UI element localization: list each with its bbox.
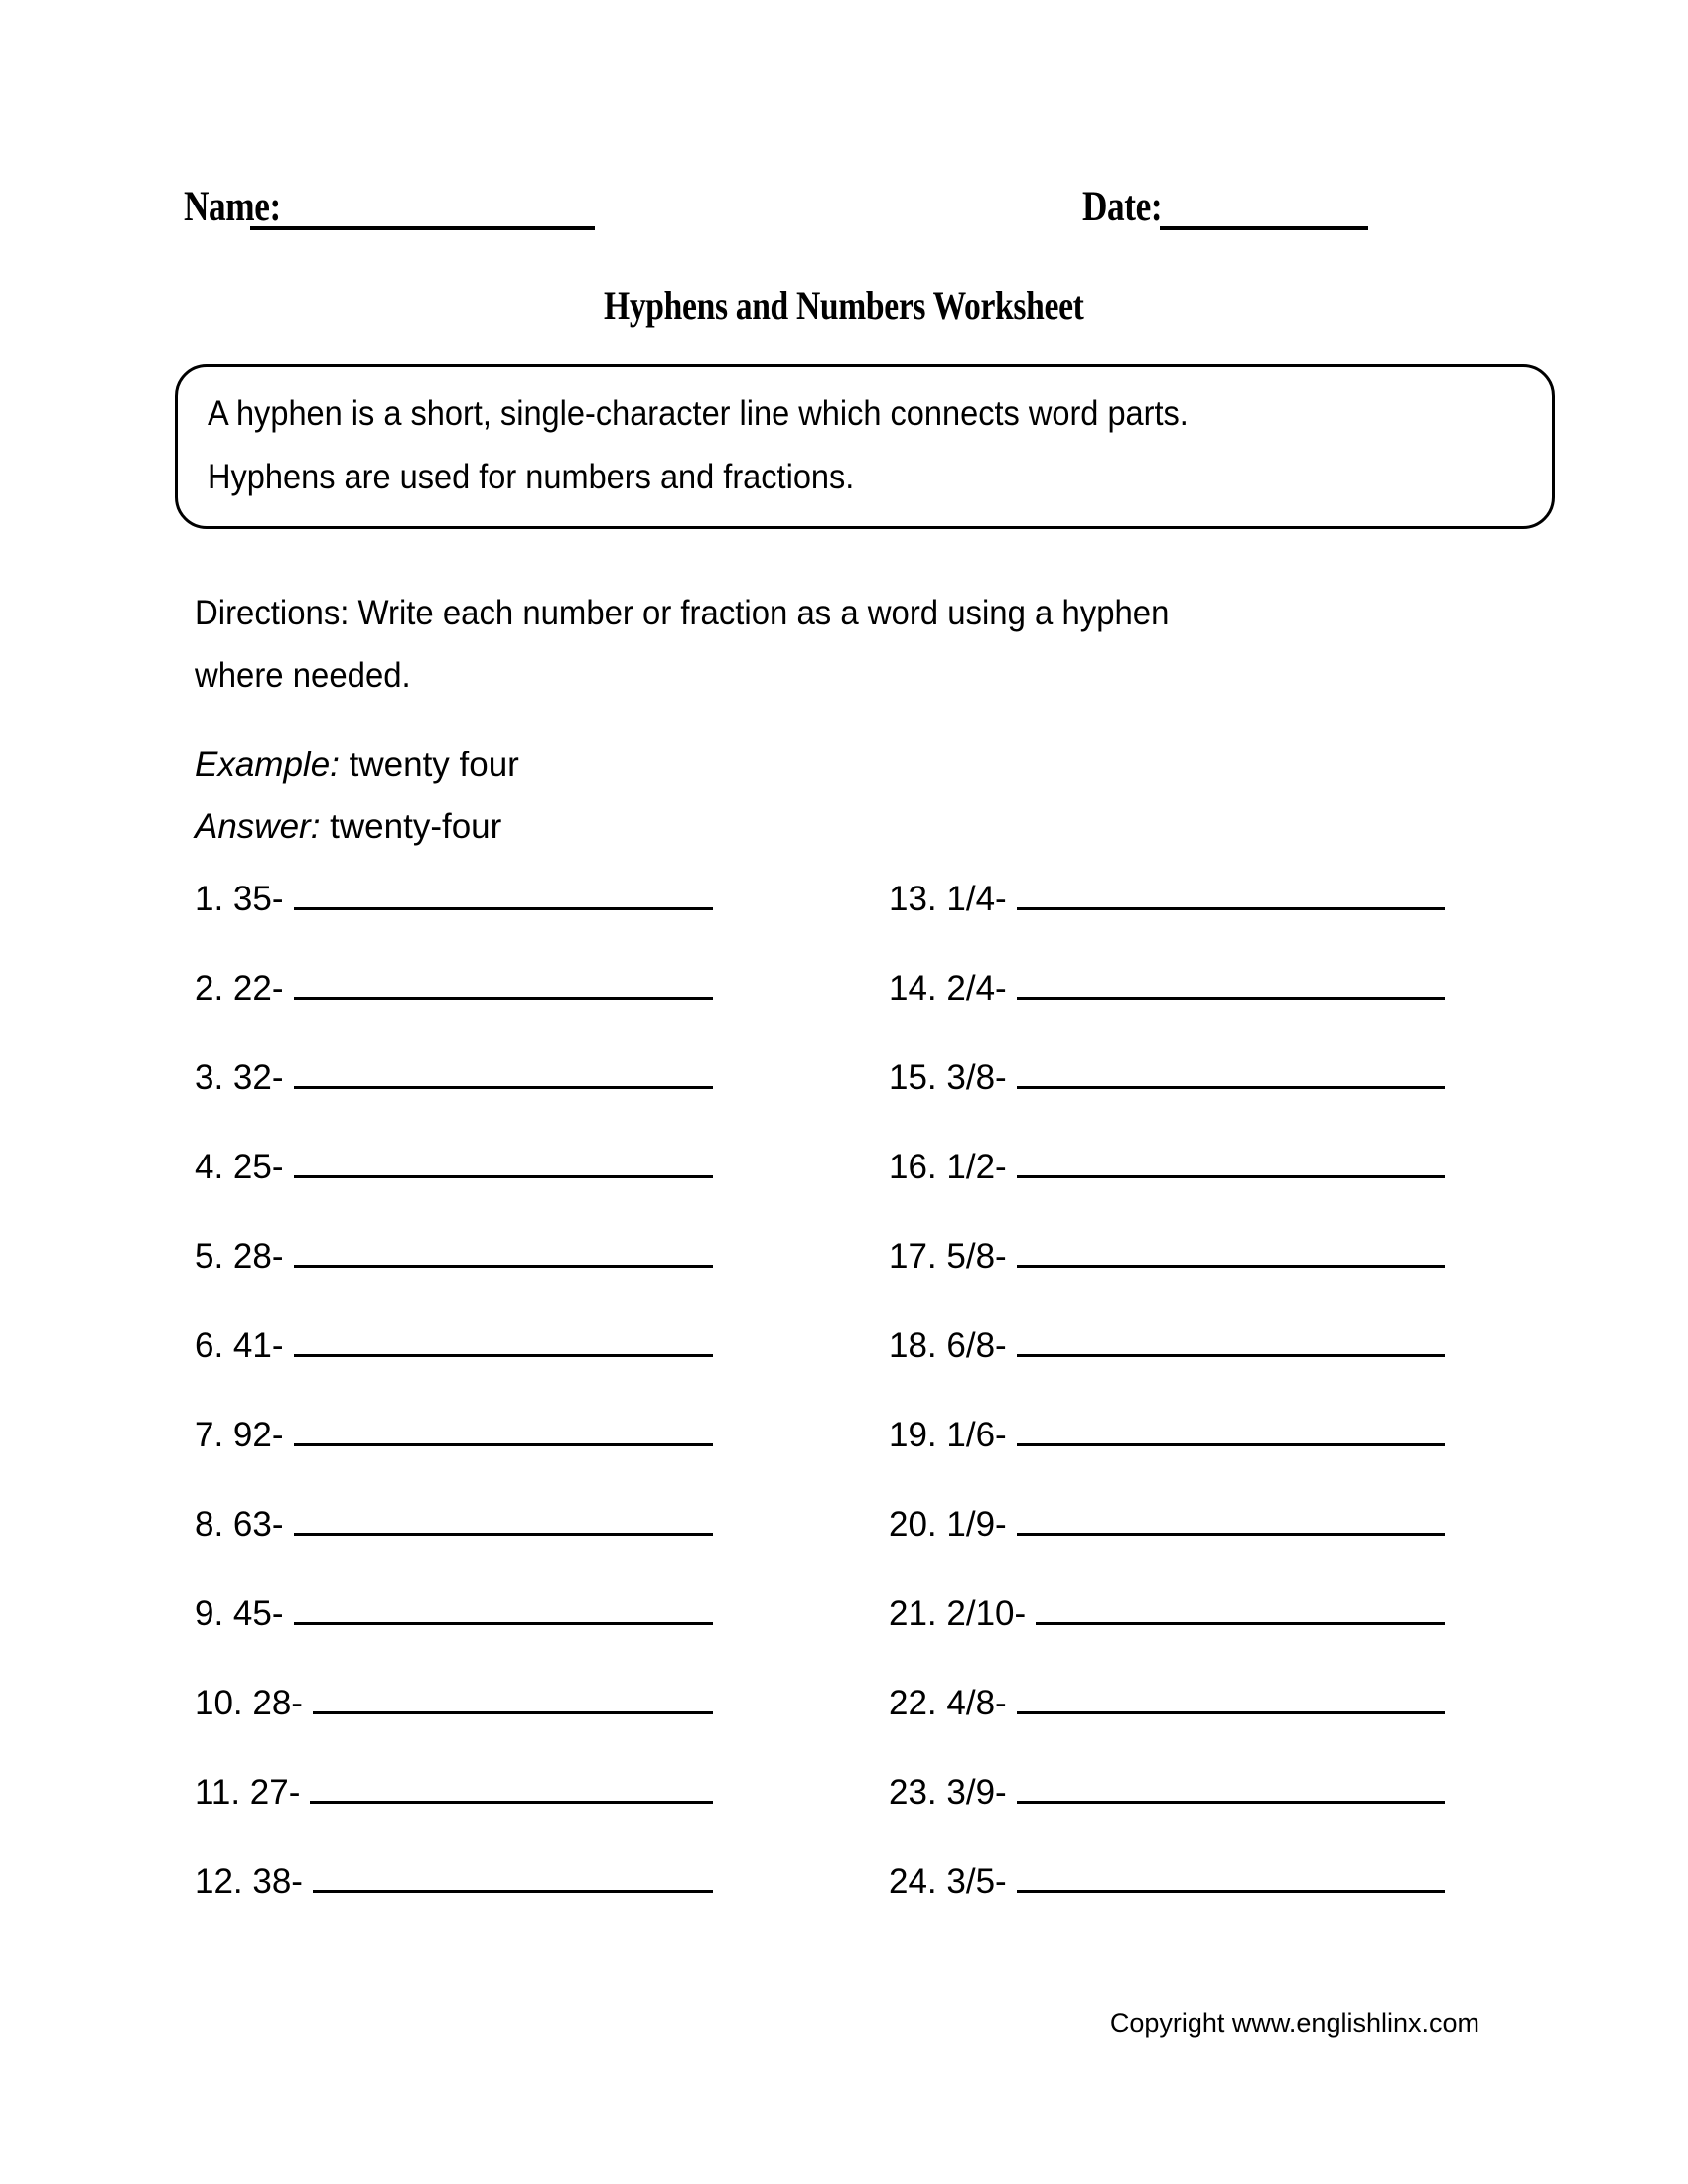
question-prompt: 5. 28- bbox=[195, 1237, 284, 1276]
question-column-left bbox=[195, 880, 721, 1952]
question-row bbox=[889, 969, 1445, 1058]
answer-blank-line[interactable] bbox=[1017, 1326, 1445, 1357]
question-row bbox=[195, 969, 721, 1058]
question-prompt: 6. 41- bbox=[195, 1326, 284, 1365]
answer-label: Answer: bbox=[195, 807, 321, 846]
answer-blank-line[interactable] bbox=[310, 1773, 713, 1804]
answer-blank-line[interactable] bbox=[1017, 1684, 1445, 1714]
question-row bbox=[889, 1773, 1445, 1862]
answer-blank-line[interactable] bbox=[1017, 1237, 1445, 1268]
example-row bbox=[195, 735, 519, 796]
question-prompt: 1. 35- bbox=[195, 880, 284, 918]
date-field-group bbox=[1082, 185, 1368, 230]
answer-blank-line[interactable] bbox=[1017, 1505, 1445, 1536]
question-prompt: 21. 2/10- bbox=[889, 1594, 1027, 1633]
question-row bbox=[195, 1862, 721, 1952]
answer-blank-line[interactable] bbox=[1017, 1862, 1445, 1893]
example-label: Example: bbox=[195, 746, 340, 784]
answer-blank-line[interactable] bbox=[294, 1326, 714, 1357]
answer-blank-line[interactable] bbox=[294, 1416, 714, 1446]
answer-blank-line[interactable] bbox=[1017, 1148, 1445, 1178]
name-field-group bbox=[184, 185, 595, 230]
answer-blank-line[interactable] bbox=[294, 1505, 714, 1536]
question-row bbox=[195, 1773, 721, 1862]
question-prompt: 9. 45- bbox=[195, 1594, 284, 1633]
question-prompt: 8. 63- bbox=[195, 1505, 284, 1544]
question-prompt: 22. 4/8- bbox=[889, 1684, 1007, 1722]
question-row bbox=[889, 1237, 1445, 1326]
question-column-right bbox=[889, 880, 1445, 1952]
answer-blank-line[interactable] bbox=[294, 1594, 714, 1625]
question-row bbox=[195, 1416, 721, 1505]
question-row bbox=[195, 880, 721, 969]
question-row bbox=[195, 1058, 721, 1148]
answer-blank-line[interactable] bbox=[1017, 1058, 1445, 1089]
question-prompt: 4. 25- bbox=[195, 1148, 284, 1186]
page-title bbox=[0, 284, 1688, 328]
copyright-footer: Copyright www.englishlinx.com bbox=[1109, 2008, 1479, 2038]
question-row bbox=[195, 1505, 721, 1594]
answer-blank-line[interactable] bbox=[313, 1862, 713, 1893]
name-blank-line[interactable] bbox=[250, 191, 595, 230]
question-prompt: 12. 38- bbox=[195, 1862, 303, 1901]
answer-blank-line[interactable] bbox=[294, 1058, 714, 1089]
question-prompt: 19. 1/6- bbox=[889, 1416, 1007, 1454]
question-prompt: 7. 92- bbox=[195, 1416, 284, 1454]
answer-blank-line[interactable] bbox=[1017, 1773, 1445, 1804]
definition-line-1: A hyphen is a short, single-character line which connects word parts. bbox=[208, 394, 1189, 433]
example-value: twenty four bbox=[349, 746, 519, 784]
question-prompt: 2. 22- bbox=[195, 969, 284, 1008]
question-row bbox=[195, 1594, 721, 1684]
answer-blank-line[interactable] bbox=[1017, 880, 1445, 910]
page-title-text: Hyphens and Numbers Worksheet bbox=[604, 283, 1084, 328]
question-row bbox=[889, 1684, 1445, 1773]
directions-line-1: Directions: Write each number or fraction as a word using a hyphen bbox=[195, 594, 1170, 632]
question-row bbox=[195, 1237, 721, 1326]
name-label: Name: bbox=[184, 184, 281, 230]
question-prompt: 17. 5/8- bbox=[889, 1237, 1007, 1276]
answer-blank-line[interactable] bbox=[313, 1684, 713, 1714]
answer-row bbox=[195, 796, 519, 858]
question-prompt: 20. 1/9- bbox=[889, 1505, 1007, 1544]
answer-blank-line[interactable] bbox=[1017, 1416, 1445, 1446]
directions-line-2: where needed. bbox=[195, 656, 411, 695]
question-prompt: 3. 32- bbox=[195, 1058, 284, 1097]
answer-blank-line[interactable] bbox=[294, 1237, 714, 1268]
question-row bbox=[889, 1326, 1445, 1416]
question-row bbox=[889, 1148, 1445, 1237]
question-row bbox=[889, 1862, 1445, 1952]
question-prompt: 10. 28- bbox=[195, 1684, 303, 1722]
answer-blank-line[interactable] bbox=[294, 880, 714, 910]
question-row bbox=[889, 1416, 1445, 1505]
question-prompt: 18. 6/8- bbox=[889, 1326, 1007, 1365]
question-row bbox=[889, 1594, 1445, 1684]
question-prompt: 15. 3/8- bbox=[889, 1058, 1007, 1097]
answer-value: twenty-four bbox=[330, 807, 502, 846]
question-prompt: 16. 1/2- bbox=[889, 1148, 1007, 1186]
definition-box bbox=[175, 364, 1555, 529]
example-block bbox=[195, 735, 519, 858]
question-row bbox=[889, 880, 1445, 969]
question-prompt: 14. 2/4- bbox=[889, 969, 1007, 1008]
worksheet-header bbox=[184, 185, 1445, 244]
date-blank-line[interactable] bbox=[1160, 191, 1368, 230]
question-prompt: 24. 3/5- bbox=[889, 1862, 1007, 1901]
answer-blank-line[interactable] bbox=[294, 1148, 714, 1178]
directions-block bbox=[195, 582, 1485, 707]
question-prompt: 23. 3/9- bbox=[889, 1773, 1007, 1812]
answer-blank-line[interactable] bbox=[294, 969, 714, 1000]
question-row bbox=[195, 1326, 721, 1416]
answer-blank-line[interactable] bbox=[1036, 1594, 1445, 1625]
question-row bbox=[889, 1058, 1445, 1148]
date-label: Date: bbox=[1082, 184, 1163, 230]
question-row bbox=[195, 1684, 721, 1773]
question-prompt: 11. 27- bbox=[195, 1773, 301, 1812]
answer-blank-line[interactable] bbox=[1017, 969, 1445, 1000]
question-row bbox=[195, 1148, 721, 1237]
definition-line-2: Hyphens are used for numbers and fractions. bbox=[208, 458, 855, 496]
question-row bbox=[889, 1505, 1445, 1594]
question-prompt: 13. 1/4- bbox=[889, 880, 1007, 918]
